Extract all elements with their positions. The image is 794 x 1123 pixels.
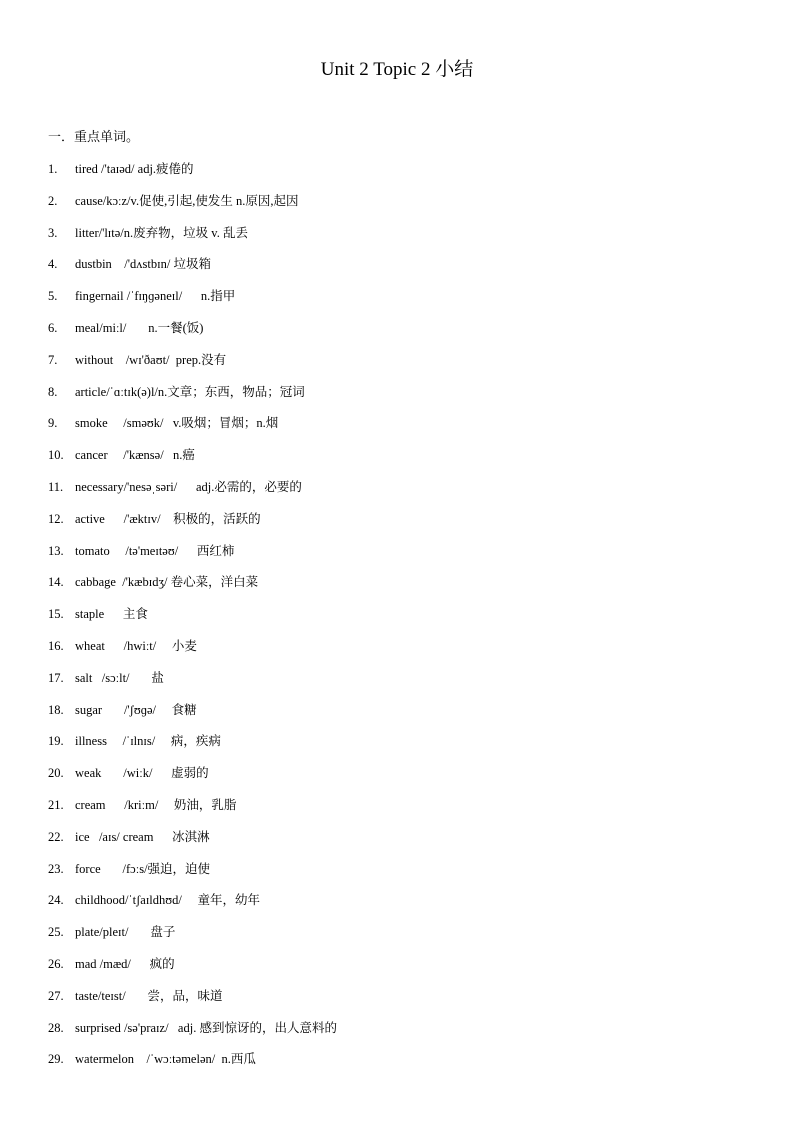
item-number: 16. (48, 638, 64, 653)
item-number: 10. (48, 448, 64, 463)
list-item (0, 160, 794, 192)
item-number: 2. (48, 193, 58, 208)
list-item (0, 796, 794, 828)
list-item (0, 891, 794, 923)
page-title: Unit 2 Topic 2 小结 (320, 59, 474, 80)
list-item (0, 637, 794, 669)
item-text: tomato /tə'meɪtəʊ/ 西红柿 (75, 543, 235, 558)
item-number: 3. (48, 225, 58, 240)
item-text: active /'æktɪv/ 积极的，活跃的 (75, 511, 261, 526)
item-number: 12. (48, 511, 64, 526)
item-text: force /fɔːs/强迫，迫使 (75, 861, 211, 876)
vocabulary-list (0, 160, 794, 1082)
item-text: article/ˈɑːtɪk(ə)l/n.文章；东西，物品；冠词 (75, 384, 305, 399)
list-item (0, 860, 794, 892)
list-item (0, 669, 794, 701)
item-number: 5. (48, 289, 58, 304)
item-text: weak /wiːk/ 虚弱的 (75, 766, 209, 781)
item-text: without /wɪ'ðaʊt/ prep.没有 (75, 352, 227, 367)
item-text: litter/'lɪtə/n.废弃物，垃圾 v. 乱丢 (75, 225, 248, 240)
item-text: mad /mæd/ 疯的 (75, 956, 175, 971)
item-number: 8. (48, 384, 58, 399)
item-number: 7. (48, 352, 58, 367)
item-number: 27. (48, 988, 64, 1003)
list-item (0, 701, 794, 733)
item-text: surprised /sə'praɪz/ adj. 感到惊讶的，出人意料的 (75, 1020, 337, 1035)
item-text: smoke /sməʊk/ v.吸烟；冒烟；n.烟 (75, 416, 279, 431)
list-item (0, 605, 794, 637)
item-number: 14. (48, 575, 64, 590)
item-text: cream /kriːm/ 奶油，乳脂 (75, 797, 237, 812)
list-item (0, 383, 794, 415)
item-text: cabbage /'kæbɪdʒ/ 卷心菜，洋白菜 (75, 575, 259, 590)
list-item (0, 923, 794, 955)
item-number: 1. (48, 162, 58, 176)
list-item (0, 764, 794, 796)
list-item (0, 987, 794, 1019)
item-number: 6. (48, 320, 58, 335)
list-item (0, 510, 794, 542)
list-item (0, 478, 794, 510)
list-item (0, 828, 794, 860)
item-number: 22. (48, 829, 64, 844)
list-item (0, 542, 794, 574)
item-number: 18. (48, 702, 64, 717)
item-text: watermelon /ˈwɔːtəmelən/ n.西瓜 (75, 1052, 256, 1067)
list-item (0, 414, 794, 446)
list-item (0, 287, 794, 319)
item-text: wheat /hwiːt/ 小麦 (75, 638, 197, 653)
list-item (0, 192, 794, 224)
item-text: meal/miːl/ n.一餐(饭) (75, 320, 204, 335)
item-number: 11. (48, 479, 64, 494)
list-item (0, 224, 794, 256)
item-number: 24. (48, 893, 64, 908)
item-number: 26. (48, 956, 64, 971)
item-text: taste/teɪst/ 尝，品，味道 (75, 988, 223, 1003)
item-number: 4. (48, 257, 58, 272)
item-text: staple 主食 (75, 607, 148, 622)
item-number: 20. (48, 766, 64, 781)
item-text: necessary/'nesəˌsəri/ adj.必需的，必要的 (75, 479, 302, 494)
item-text: illness /ˈɪlnɪs/ 病，疾病 (75, 734, 221, 749)
item-number: 17. (48, 670, 64, 685)
item-text: salt /sɔːlt/ 盐 (75, 670, 164, 685)
item-text: sugar /'ʃʊɡə/ 食糖 (75, 702, 197, 717)
item-text: cancer /'kænsə/ n.癌 (75, 448, 195, 463)
list-item (0, 573, 794, 605)
item-text: cause/kɔːz/v.促使,引起,使发生 n.原因,起因 (75, 193, 299, 208)
item-text: plate/pleɪt/ 盘子 (75, 925, 176, 940)
list-item (0, 351, 794, 383)
item-number: 15. (48, 607, 64, 622)
item-number: 9. (48, 416, 58, 431)
list-item (0, 319, 794, 351)
item-number: 29. (48, 1052, 64, 1067)
item-number: 13. (48, 543, 64, 558)
item-number: 23. (48, 861, 64, 876)
item-number: 21. (48, 797, 64, 812)
section-heading: 一．重点单词。 (48, 129, 140, 144)
list-item (0, 1050, 794, 1082)
list-item (0, 255, 794, 287)
list-item (0, 955, 794, 987)
item-number: 28. (48, 1020, 64, 1035)
item-number: 25. (48, 925, 64, 940)
item-number: 19. (48, 734, 64, 749)
list-item (0, 446, 794, 478)
item-text: ice /aɪs/ cream 冰淇淋 (75, 829, 210, 844)
list-item (0, 732, 794, 764)
item-text: fingernail /ˈfɪŋɡəneɪl/ n.指甲 (75, 289, 236, 304)
item-text: childhood/ˈtʃaɪldhʊd/ 童年，幼年 (75, 893, 260, 908)
list-item (0, 1019, 794, 1051)
item-text: tired /'taɪəd/ adj.疲倦的 (75, 162, 194, 176)
item-text: dustbin /'dʌstbɪn/ 垃圾箱 (75, 257, 211, 272)
